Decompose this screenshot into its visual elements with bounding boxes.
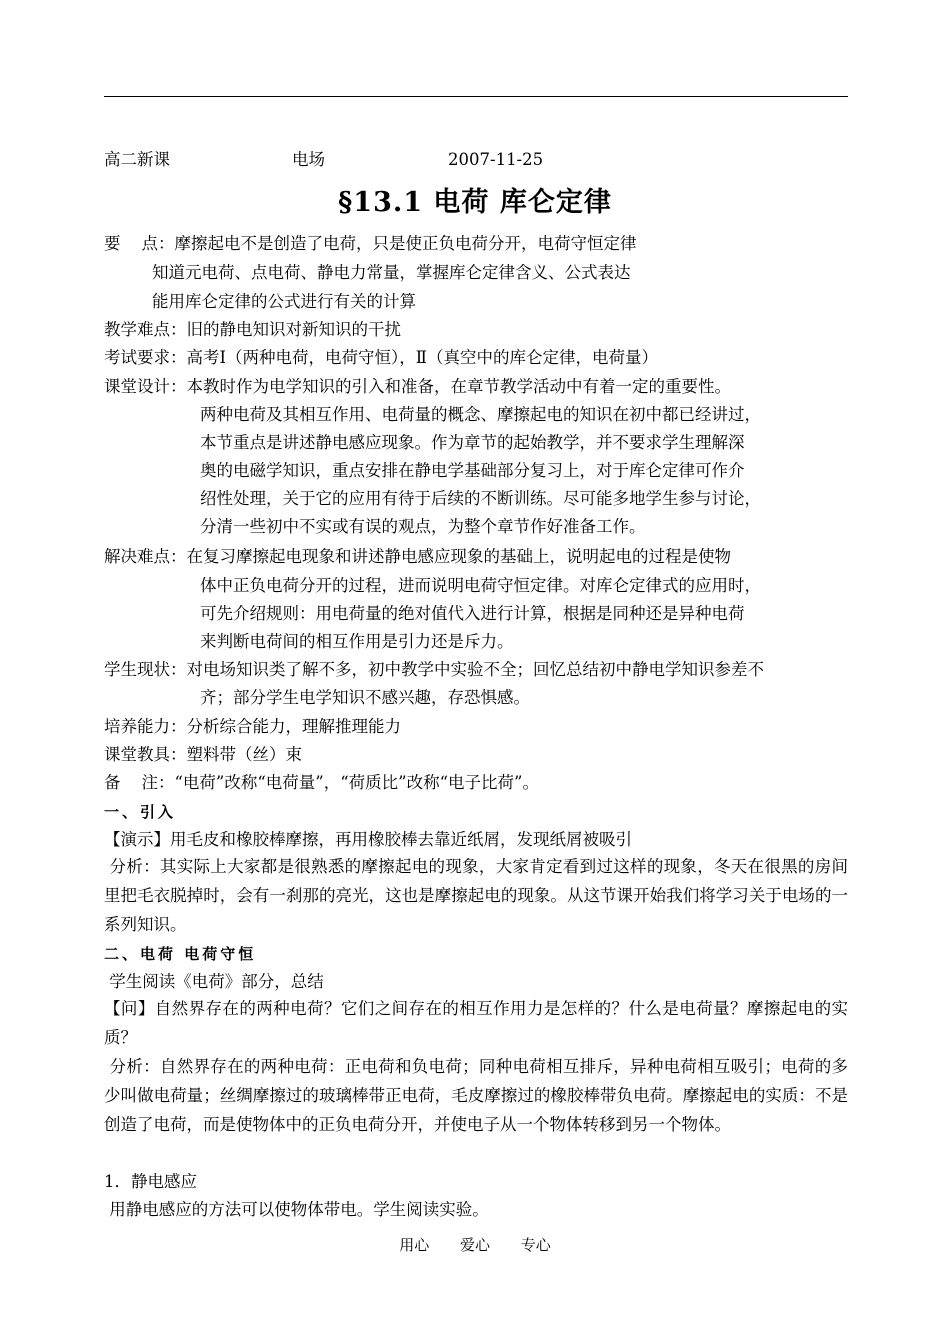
difficulty-row xyxy=(104,318,848,342)
students-label: 学生现状： xyxy=(104,660,187,679)
subsection-static-induction-text: 用静电感应的方法可以使物体带电。学生阅读实验。 xyxy=(104,1200,489,1219)
section2-heading: 二、电荷 电荷守恒 xyxy=(104,945,257,963)
solution-line-4: 来判断电荷间的相互作用是引力还是斥力。 xyxy=(200,632,514,651)
design-line-2: 两种电荷及其相互作用、电荷量的概念、摩擦起电的知识在初中都已经讲过， xyxy=(200,405,761,424)
exam-row xyxy=(104,346,848,370)
design-line-6: 分清一些初中不实或有误的观点，为整个章节作好准备工作。 xyxy=(200,517,646,536)
solution-line-2: 体中正负电荷分开的过程，进而说明电荷守恒定律。对库仑定律式的应用时， xyxy=(200,576,761,595)
tools-row xyxy=(104,743,848,767)
date-label: 2007-11-25 xyxy=(448,150,544,169)
ability-label: 培养能力： xyxy=(104,717,187,736)
unit-label: 电场 xyxy=(292,150,325,169)
remark-row xyxy=(104,771,848,795)
design-line-3: 本节重点是讲述静电感应现象。作为章节的起始教学，并不要求学生理解深 xyxy=(200,433,745,452)
header-rule xyxy=(104,96,848,97)
ability-row xyxy=(104,715,848,739)
solution-line-1: 在复习摩擦起电现象和讲述静电感应现象的基础上，说明起电的过程是使物 xyxy=(186,547,731,566)
section2-analysis: 分析：自然界存在的两种电荷：正电荷和负电荷；同种电荷相互排斥，异种电荷相互吸引；电荷的多少叫做电荷量；丝绸摩擦过的玻璃棒带正电荷，毛皮摩擦过的橡胶棒带负电荷。摩擦起电的实质：不是创造了电荷，而是使物体中的正负电荷分开，并使电子从一个物体转移到另一个物体。 xyxy=(104,1057,849,1134)
subsection-static-induction: 1．静电感应 xyxy=(104,1172,197,1191)
solution-label: 解决难点： xyxy=(104,547,187,566)
section2-read: 学生阅读《电荷》部分，总结 xyxy=(104,972,324,991)
design-row xyxy=(104,375,848,399)
design-line-5: 绍性处理，关于它的应用有待于后续的不断训练。尽可能多地学生参与讨论， xyxy=(200,489,761,508)
design-label: 课堂设计： xyxy=(104,377,187,396)
remark-text: “电荷”改称“电荷量”，“荷质比”改称“电子比荷”。 xyxy=(174,773,539,792)
design-line-1: 本教时作为电学知识的引入和准备，在章节教学活动中有着一定的重要性。 xyxy=(186,377,731,396)
course-label: 高二新课 xyxy=(104,150,170,169)
exam-label: 考试要求： xyxy=(104,348,187,367)
tools-text: 塑料带（丝）束 xyxy=(186,745,302,764)
students-line-2: 齐；部分学生电学知识不感兴趣，存恐惧感。 xyxy=(200,688,530,707)
section1-demo: 【演示】用毛皮和橡胶棒摩擦，再用橡胶棒去靠近纸屑，发现纸屑被吸引 xyxy=(104,830,632,849)
key-point-2: 知道元电荷、点电荷、静电力常量，掌握库仑定律含义、公式表达 xyxy=(152,263,631,282)
key-points-row xyxy=(104,232,848,256)
section2-question: 【问】自然界存在的两种电荷？它们之间存在的相互作用力是怎样的？什么是电荷量？摩擦起电的实质？ xyxy=(104,999,848,1047)
page-title: §13.1 电荷 库仑定律 xyxy=(338,187,612,218)
exam-text: 高考Ⅰ（两种电荷，电荷守恒），Ⅱ（真空中的库仑定律，电荷量） xyxy=(186,348,658,367)
section1-analysis: 分析：其实际上大家都是很熟悉的摩擦起电的现象，大家肯定看到过这样的现象，冬天在很黑的房间里把毛衣脱掉时，会有一刹那的亮光，这也是摩擦起电的现象。从这节课开始我们将学习关于电场的一系列知识。 xyxy=(104,857,849,934)
section1-heading: 一、引入 xyxy=(104,803,177,821)
key-point-3: 能用库仑定律的公式进行有关的计算 xyxy=(152,292,416,311)
difficulty-label: 教学难点： xyxy=(104,320,187,339)
solution-line-3: 可先介绍规则：用电荷量的绝对值代入进行计算，根据是同种还是异种电荷 xyxy=(200,604,745,623)
students-line-1: 对电场知识类了解不多，初中教学中实验不全；回忆总结初中静电学知识参差不 xyxy=(186,660,764,679)
tools-label: 课堂教具： xyxy=(104,745,187,764)
design-line-4: 奥的电磁学知识，重点安排在静电学基础部分复习上，对于库仑定律可作介 xyxy=(200,461,745,480)
key-points-label: 要 点： xyxy=(104,234,175,253)
students-row xyxy=(104,658,848,682)
ability-text: 分析综合能力，理解推理能力 xyxy=(186,717,401,736)
remark-label: 备 注： xyxy=(104,773,175,792)
difficulty-text: 旧的静电知识对新知识的干扰 xyxy=(186,320,401,339)
page-footer: 用心 爱心 专心 xyxy=(399,1236,551,1254)
solution-row xyxy=(104,545,848,569)
key-point-1: 摩擦起电不是创造了电荷，只是使正负电荷分开，电荷守恒定律 xyxy=(174,234,637,253)
